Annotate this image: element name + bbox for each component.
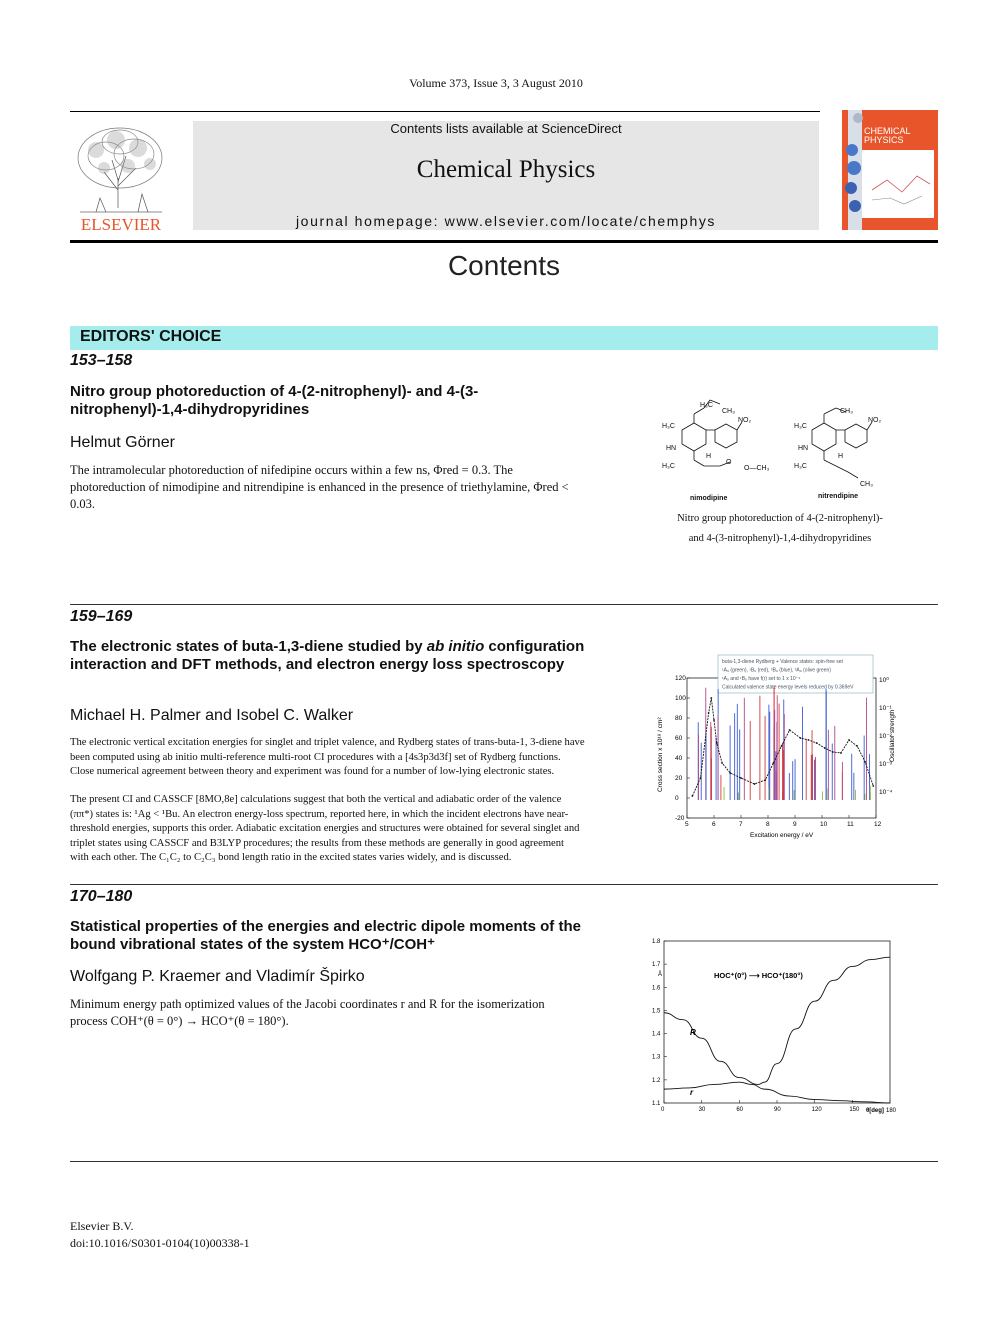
y-tick-label: 1.4	[652, 1031, 661, 1038]
y2-tick-label: 10⁻¹	[879, 705, 892, 712]
article-1-pages[interactable]: 153–158	[70, 352, 133, 369]
y-tick-label: 20	[675, 775, 683, 782]
article-1-title[interactable]: Nitro group photoreduction of 4-(2-nitrophenyl)- and 4-(3-nitrophenyl)-1,4-dihydropyridines	[70, 383, 479, 418]
x-tick-label: 9	[793, 821, 797, 828]
header-top-rule	[70, 111, 820, 112]
svg-text:O: O	[726, 459, 732, 466]
divider	[70, 604, 938, 605]
y2-tick-label: 10⁻³	[879, 761, 892, 768]
article-1-graphic-caption	[640, 509, 920, 549]
svg-text:NO₂: NO₂	[738, 417, 752, 424]
series-label-R: R	[690, 1028, 696, 1037]
svg-text:HN: HN	[798, 445, 809, 452]
svg-text:CH₃: CH₃	[722, 408, 735, 415]
page-title: Contents	[447, 250, 561, 281]
article-2-abstract-p2: The present CI and CASSCF [8MO,8e] calculations suggest that both the vertical and adiabatic order of the valence (ππ*) states is: ¹Ag < ¹Bu. An electron energy-loss spectrum, reported here, in which the incident electrons have near-threshold energies, supports this order. Adiabatic excitation energies and structures were obtained for several singlet and triplet states using CASSCF and B3LYP procedures; the results from these methods are generally in good agreement with each other. The C₁C₂ to C₂C₃ bond length ratio in the excited states varies widely, and is discussed.	[70, 794, 580, 863]
y-tick-label: 120	[675, 675, 686, 682]
svg-text:H₃C: H₃C	[662, 463, 675, 470]
article-2-pages[interactable]: 159–169	[70, 608, 133, 625]
svg-text:H₃C: H₃C	[700, 402, 713, 409]
svg-text:CH₃: CH₃	[840, 408, 853, 415]
x-tick-label: 12	[874, 821, 882, 828]
y-axis-unit: Å	[658, 972, 663, 978]
svg-text:H₃C: H₃C	[794, 463, 807, 470]
divider	[70, 884, 938, 885]
y-tick-label: 40	[675, 755, 683, 762]
x-axis-label: Excitation energy / eV	[750, 832, 814, 839]
series-point	[781, 745, 783, 747]
article-2-authors: Michael H. Palmer and Isobel C. Walker	[70, 707, 354, 724]
svg-text:NO₂: NO₂	[868, 417, 882, 424]
elsevier-wordmark: ELSEVIER	[80, 215, 162, 234]
series-label-r: r	[690, 1088, 694, 1097]
svg-text:HN: HN	[666, 445, 677, 452]
y-tick-label: 1.7	[652, 962, 661, 969]
legend-entry: ¹A₉ (green), ¹Bᵤ (red), ³Bᵤ (blue), ³A₉ (olive green)	[722, 667, 831, 674]
y-tick-label: 1.3	[652, 1054, 661, 1061]
volume-line: Volume 373, Issue 3, 3 August 2010	[409, 76, 583, 90]
series-point	[710, 697, 712, 699]
x-tick-label: 8	[766, 821, 770, 828]
series-point	[729, 772, 731, 774]
article-3-authors: Wolfgang P. Kraemer and Vladimír Špirko	[70, 968, 365, 985]
svg-text:O—CH₃: O—CH₃	[744, 465, 770, 472]
y-tick-label: 1.2	[652, 1077, 661, 1084]
y2-tick-label: 10⁻²	[879, 733, 892, 740]
series-point	[832, 751, 834, 753]
series-point	[740, 777, 742, 779]
series-point	[800, 737, 802, 739]
series-point	[716, 742, 718, 744]
eels-chart[interactable]	[650, 652, 900, 842]
x-tick-label: 5	[685, 821, 689, 828]
article-1-authors: Helmut Görner	[70, 434, 175, 451]
journal-cover-image	[842, 110, 938, 230]
y-tick-label: 100	[675, 695, 686, 702]
x-tick-label: 6	[712, 821, 716, 828]
section-label: EDITORS' CHOICE	[80, 328, 222, 345]
footer-publisher: Elsevier B.V.	[70, 1219, 134, 1233]
x-tick-label: 0	[661, 1107, 665, 1113]
title-part-1: The electronic states of buta-1,3-diene studied by	[70, 638, 427, 655]
legend-entry: ¹Aᵤ and ¹B₉ have f(r) set to 1 x 10⁻⁴	[722, 676, 801, 682]
y-tick-label: 80	[675, 715, 683, 722]
svg-text:H: H	[838, 453, 844, 460]
series-point	[808, 739, 810, 741]
svg-text:H₃C: H₃C	[662, 423, 675, 430]
series-point	[872, 785, 874, 787]
legend-entry: Calculated valence state energy levels reduced by 0.369eV	[722, 684, 854, 691]
series-point	[754, 783, 756, 785]
divider	[70, 1161, 938, 1162]
header-bottom-rule	[70, 240, 938, 243]
series-line-r	[664, 1082, 890, 1103]
series-point	[840, 752, 842, 754]
x-tick-label: 10	[820, 821, 828, 828]
journal-homepage-link[interactable]: journal homepage: www.elsevier.com/locate/chemphys	[295, 213, 717, 229]
legend-entry: buta-1,3-diene Rydberg + Valence states: spin-free set	[722, 659, 843, 665]
article-1-abstract: The intramolecular photoreduction of nifedipine occurs within a few ns, Φred = 0.3. The photoreduction of nimodipine and nitrendipine is enhanced in the presence of triethylamine, Φred < 0.03.	[70, 463, 569, 511]
chart-frame	[687, 678, 876, 818]
series-point	[824, 747, 826, 749]
series-point	[848, 739, 850, 741]
footer	[70, 1218, 250, 1252]
caption-line-1: Nitro group photoreduction of 4-(2-nitrophenyl)-	[677, 513, 883, 524]
chart-title: HOC⁺(0°) ⟶ HCO⁺(180°)	[714, 971, 803, 980]
x-tick-label: 120	[811, 1107, 822, 1113]
series-point	[764, 779, 766, 781]
cover-title-line2: PHYSICS	[864, 135, 904, 145]
title-part-2: configuration interaction and DFT methods, and electron energy loss spectroscopy	[70, 638, 585, 673]
nimodipine-label: nimodipine	[690, 495, 728, 502]
elsevier-logo	[66, 120, 176, 235]
x-tick-label: 30	[698, 1107, 706, 1113]
series-point	[708, 712, 710, 714]
y-tick-label: 1.1	[652, 1101, 661, 1107]
series-point	[864, 761, 866, 763]
x-tick-label: 11	[847, 821, 854, 828]
y2-tick-label: 10⁰	[879, 677, 889, 684]
x-tick-label: 60	[736, 1107, 744, 1113]
y-tick-label: 1.6	[652, 985, 661, 992]
caption-line-2: and 4-(3-nitrophenyl)-1,4-dihydropyridines	[688, 533, 872, 544]
y-tick-label: 1.8	[652, 939, 661, 945]
series-point	[713, 719, 715, 721]
article-3-abstract: Minimum energy path optimized values of the Jacobi coordinates r and R for the isomerization process COH⁺(θ = 0°) → HCO⁺(θ = 180°).	[70, 997, 545, 1028]
y-tick-label: 1.5	[652, 1008, 661, 1015]
series-point	[816, 742, 818, 744]
series-point	[721, 762, 723, 764]
series-point	[773, 762, 775, 764]
x-axis-label: θ[deg]	[866, 1108, 884, 1114]
contents-available-text[interactable]: Contents lists available at ScienceDirect	[390, 121, 622, 136]
y-tick-label: 0	[675, 795, 679, 802]
y-tick-label: 60	[675, 735, 683, 742]
x-tick-label: 7	[739, 821, 743, 828]
y2-axis-label: Oscillator strength	[889, 709, 896, 762]
article-2-abstract-p1: The electronic vertical excitation energies for singlet and triplet valence, and Rydberg states of trans-buta-1, 3-diene have been computed using ab initio multi-reference multi-root CI procedures with a [4s3p3d3f] set of Rydberg functions. Close numerical agreement between theory and experiment was found for a number of low-lying electronic states.	[70, 737, 585, 777]
title-italic: ab initio	[426, 638, 485, 655]
svg-text:CH₃: CH₃	[860, 481, 873, 488]
series-point	[789, 729, 791, 731]
article-3-title[interactable]: Statistical properties of the energies and electric dipole moments of the bound vibrational states of the system HCO⁺/COH⁺	[70, 918, 581, 953]
x-tick-label: 150	[849, 1107, 860, 1113]
cover-title-line1: CHEMICAL	[864, 126, 911, 136]
article-3-pages[interactable]: 170–180	[70, 888, 133, 905]
svg-text:H₃C: H₃C	[794, 423, 807, 430]
chart-frame	[664, 941, 890, 1103]
y-axis-label: Cross section x 10¹⁸ / cm²	[657, 717, 664, 792]
nitrendipine-label: nitrendipine	[818, 493, 859, 500]
svg-text:H: H	[706, 453, 712, 460]
jacobi-chart[interactable]	[640, 932, 900, 1120]
footer-doi[interactable]: doi:10.1016/S0301-0104(10)00338-1	[70, 1236, 250, 1250]
y2-tick-label: 10⁻⁴	[879, 789, 893, 796]
y-tick-label: -20	[675, 815, 685, 822]
journal-title[interactable]: Chemical Physics	[416, 156, 596, 183]
x-tick-label: 180	[886, 1108, 897, 1114]
article-2-title[interactable]	[70, 638, 585, 674]
x-tick-label: 90	[774, 1107, 781, 1113]
series-point	[700, 777, 702, 779]
series-point	[856, 745, 858, 747]
series-point	[692, 795, 694, 797]
article-1-graphic[interactable]	[660, 392, 900, 507]
